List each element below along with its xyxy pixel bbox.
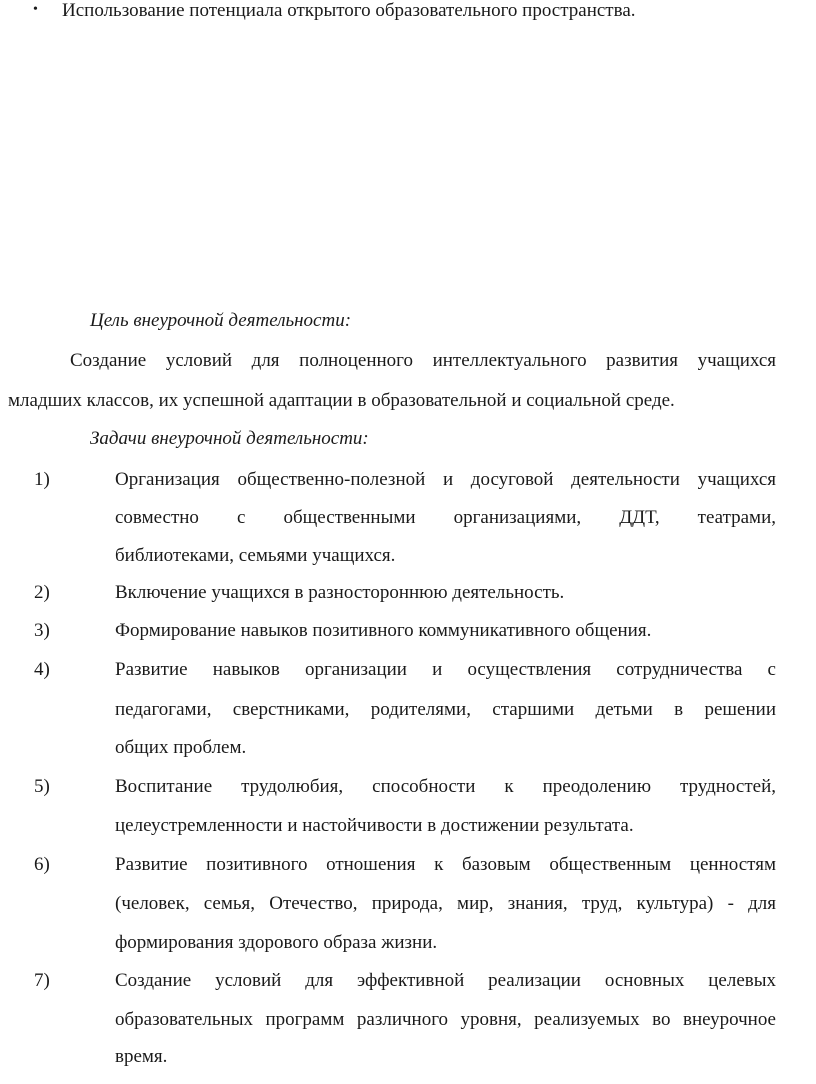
bullet-text: Использование потенциала открытого образовательного пространства. — [62, 0, 636, 21]
task-number: 4) — [34, 659, 50, 680]
task-line: образовательных программ различного уровня, реализуемых во внеурочное — [115, 1009, 776, 1030]
task-line: Создание условий для эффективной реализации основных целевых — [115, 970, 776, 991]
goal-heading: Цель внеурочной деятельности: — [90, 310, 352, 331]
task-line: совместно с общественными организациями, ДДТ, театрами, — [115, 507, 776, 528]
goal-paragraph-line-2: младших классов, их успешной адаптации в образовательной и социальной среде. — [8, 390, 675, 411]
bullet-marker: • — [33, 2, 38, 17]
task-line: Организация общественно-полезной и досуговой деятельности учащихся — [115, 469, 776, 490]
task-number: 5) — [34, 776, 50, 797]
task-number: 1) — [34, 469, 50, 490]
task-line: Формирование навыков позитивного коммуникативного общения. — [115, 620, 652, 641]
goal-paragraph-line-1: Создание условий для полноценного интеллектуального развития учащихся — [70, 350, 776, 371]
task-number: 7) — [34, 970, 50, 991]
task-number: 3) — [34, 620, 50, 641]
task-line: целеустремленности и настойчивости в достижении результата. — [115, 815, 634, 836]
task-line: формирования здорового образа жизни. — [115, 932, 438, 953]
task-number: 2) — [34, 582, 50, 603]
task-number: 6) — [34, 854, 50, 875]
task-line: Воспитание трудолюбия, способности к преодолению трудностей, — [115, 776, 776, 797]
task-line: Включение учащихся в разностороннюю деятельность. — [115, 582, 565, 603]
task-line: Развитие навыков организации и осуществления сотрудничества с — [115, 659, 776, 680]
task-line: Развитие позитивного отношения к базовым общественным ценностям — [115, 854, 776, 875]
task-line: общих проблем. — [115, 737, 247, 758]
tasks-heading: Задачи внеурочной деятельности: — [90, 428, 369, 449]
task-line: библиотеками, семьями учащихся. — [115, 545, 396, 566]
task-line: время. — [115, 1046, 168, 1067]
task-line: педагогами, сверстниками, родителями, старшими детьми в решении — [115, 699, 776, 720]
task-line: (человек, семья, Отечество, природа, мир, знания, труд, культура) - для — [115, 893, 776, 914]
